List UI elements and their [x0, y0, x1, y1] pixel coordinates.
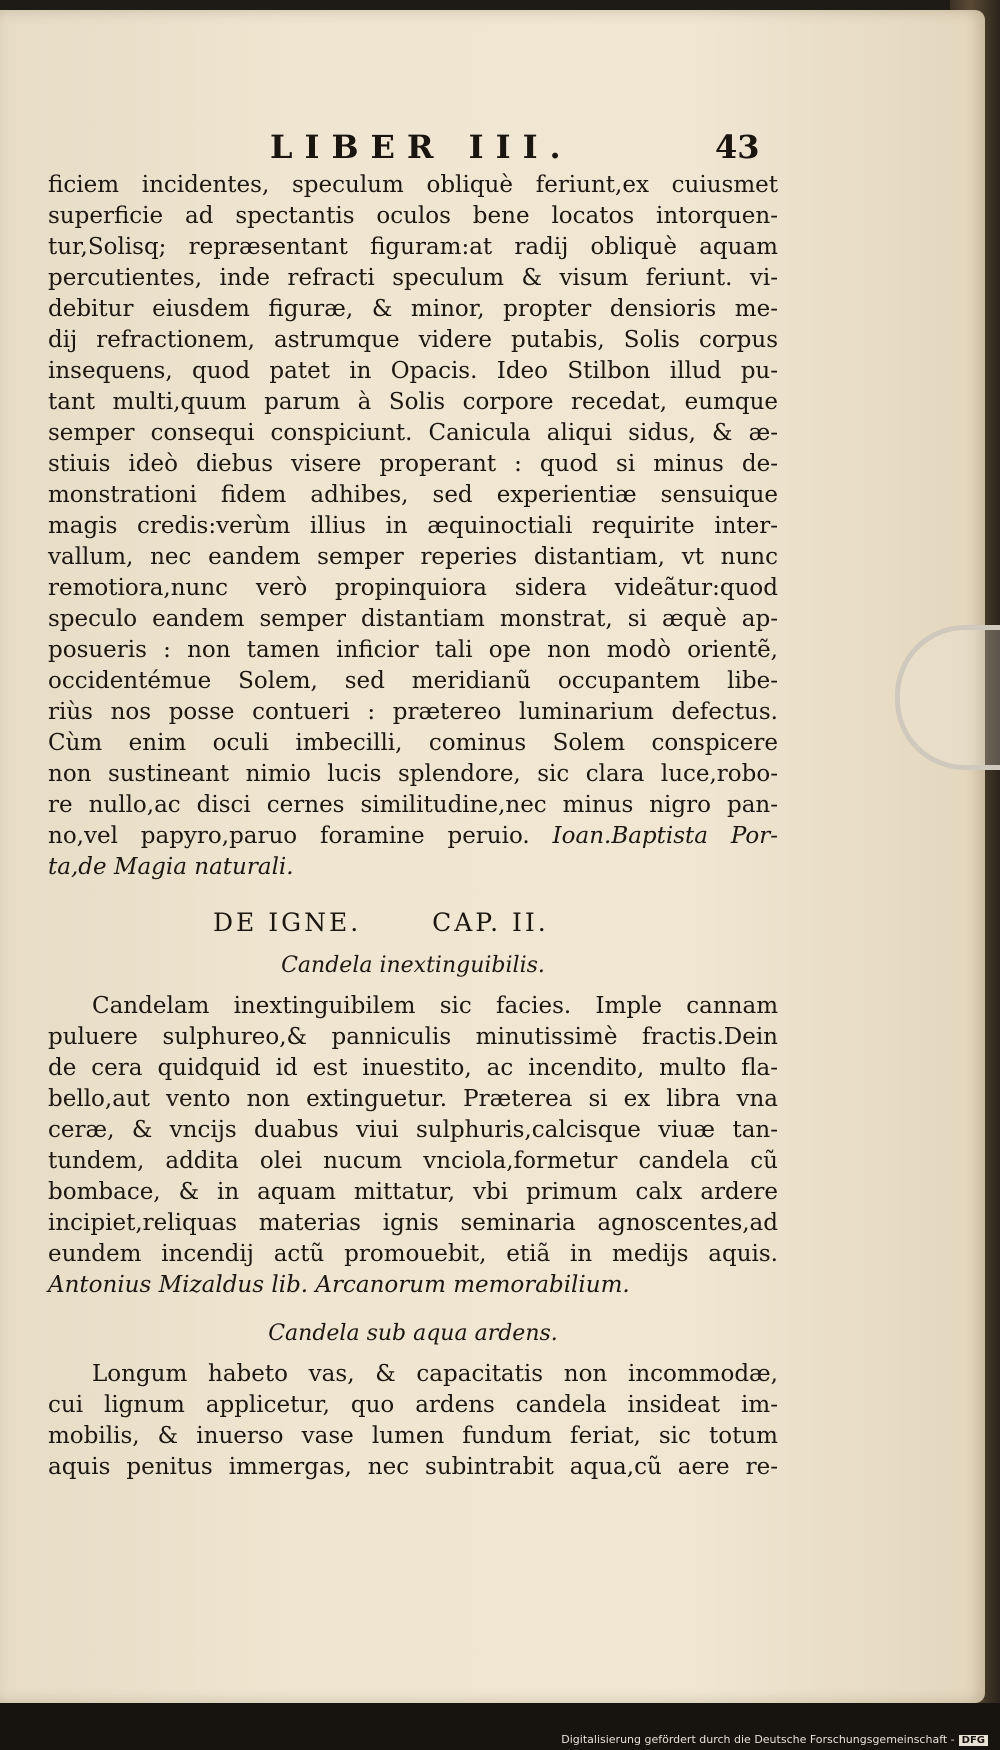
text-line: insequens, quod patet in Opacis. Ideo Stilbon illud pu- — [48, 358, 778, 384]
text-line: debitur eiusdem figuræ, & minor, propter densioris me- — [48, 296, 778, 322]
text-line: speculo eandem semper distantiam monstrat, si æquè ap- — [48, 606, 778, 632]
paragraph-2 — [48, 991, 778, 1301]
citation-line: Antonius Mizaldus lib. Arcanorum memorabilium. — [48, 1272, 630, 1298]
running-head: LIBER III. — [270, 128, 573, 166]
text-line: Longum habeto vas, & capacitatis non incommodæ, — [92, 1361, 778, 1387]
text-line: puluere sulphureo,& panniculis minutissimè fractis.Dein — [48, 1024, 778, 1050]
section-subheading: Candela sub aqua ardens. — [268, 1321, 558, 1346]
text-line: tant multi,quum parum à Solis corpore recedat, eumque — [48, 389, 778, 415]
text-line: semper consequi conspiciunt. Canicula aliqui sidus, & æ- — [48, 420, 778, 446]
page-header — [0, 128, 985, 168]
text-line: non sustineant nimio lucis splendore, sic clara luce,robo- — [48, 761, 778, 787]
text-line: bello,aut vento non extinguetur. Præterea si ex libra vna — [48, 1086, 778, 1112]
paragraph-1 — [48, 170, 778, 883]
text-line: incipiet,reliquas materias ignis seminaria agnoscentes,ad — [48, 1210, 778, 1236]
text-line: posueris : non tamen inficior tali ope non modò orientẽ, — [48, 637, 778, 663]
citation: Ioan.Baptista Por- — [552, 823, 778, 849]
text-line: remotiora,nunc verò propinquiora sidera videãtur:quod — [48, 575, 778, 601]
text-line: monstrationi fidem adhibes, sed experientiæ sensuique — [48, 482, 778, 508]
text-line: ceræ, & vncijs duabus viui sulphuris,calcisque viuæ tan- — [48, 1117, 778, 1143]
chapter-heading — [48, 907, 778, 943]
text-line: occidentémue Solem, sed meridianũ occupantem libe- — [48, 668, 778, 694]
text-line: cui lignum applicetur, quo ardens candela insideat im- — [48, 1392, 778, 1418]
text-fragment: no,vel papyro,paruo foramine peruio. — [48, 823, 530, 849]
body-text — [48, 170, 778, 1483]
chapter-title: DE IGNE. — [213, 908, 362, 937]
page-number: 43 — [715, 128, 760, 166]
book-page — [0, 10, 985, 1703]
text-line: stiuis ideò diebus visere properant : quod si minus de- — [48, 451, 778, 477]
text-line: dij refractionem, astrumque videre putabis, Solis corpus — [48, 327, 778, 353]
text-line: mobilis, & inuerso vase lumen fundum feriat, sic totum — [48, 1423, 778, 1449]
text-line: tur,Solisq; repræsentant figuram:at radij obliquè aquam — [48, 234, 778, 260]
text-line: bombace, & in aquam mittatur, vbi primum calx ardere — [48, 1179, 778, 1205]
text-line: percutientes, inde refracti speculum & visum feriunt. vi- — [48, 265, 778, 291]
text-line: magis credis:verùm illius in æquinoctiali requirite inter- — [48, 513, 778, 539]
text-line: Cùm enim oculi imbecilli, cominus Solem conspicere — [48, 730, 778, 756]
text-line: riùs nos posse contueri : prætereo luminarium defectus. — [48, 699, 778, 725]
paragraph-3 — [48, 1359, 778, 1483]
section-subheading: Candela inextinguibilis. — [281, 953, 545, 978]
text-line-with-citation — [48, 821, 778, 852]
text-line: re nullo,ac disci cernes similitudine,nec minus nigro pan- — [48, 792, 778, 818]
text-line: vallum, nec eandem semper reperies distantiam, vt nunc — [48, 544, 778, 570]
citation-line: ta,de Magia naturali. — [48, 854, 294, 880]
funding-text: Digitalisierung gefördert durch die Deutsche Forschungsgemeinschaft - — [561, 1733, 955, 1746]
text-line: Candelam inextinguibilem sic facies. Imple cannam — [92, 993, 778, 1019]
text-line: de cera quidquid id est inuestito, ac incendito, multo fla- — [48, 1055, 778, 1081]
dfg-logo: DFG — [959, 1735, 988, 1746]
funding-credit — [561, 1733, 988, 1746]
text-line: superficie ad spectantis oculos bene locatos intorquen- — [48, 203, 778, 229]
text-line: tundem, addita olei nucum vnciola,formetur candela cũ — [48, 1148, 778, 1174]
chapter-number: CAP. II. — [432, 908, 549, 937]
text-line: aquis penitus immergas, nec subintrabit aqua,cũ aere re- — [48, 1454, 778, 1480]
text-line: eundem incendij actũ promouebit, etiã in medijs aquis. — [48, 1241, 778, 1267]
text-line: ficiem incidentes, speculum obliquè feriunt,ex cuiusmet — [48, 172, 778, 198]
